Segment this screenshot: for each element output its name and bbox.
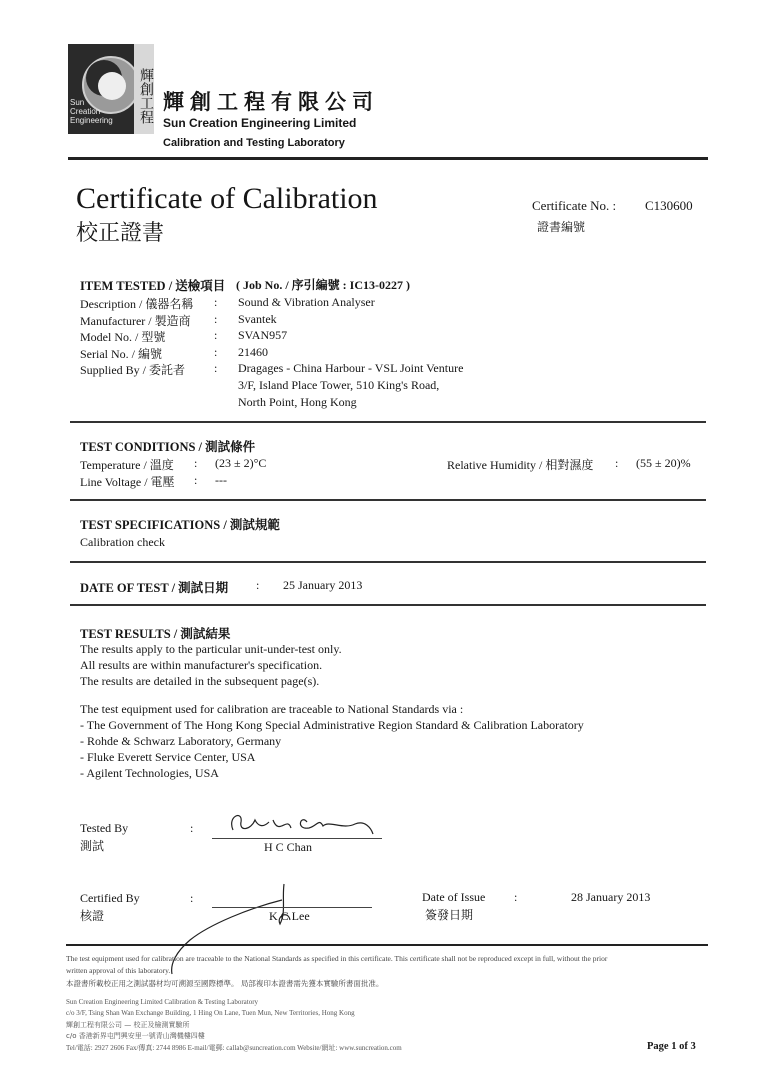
traceable-intro: The test equipment used for calibration are traceable to National Standards via : bbox=[80, 702, 464, 716]
footer-contact: Tel/電話: 2927 2606 Fax/傳真: 2744 8986 E-mail/電郵: callab@suncreation.com Website/網址: www.suncreation.com bbox=[66, 1044, 402, 1052]
section-divider bbox=[70, 421, 706, 423]
certificate-no-label-cn: 證書編號 bbox=[537, 220, 586, 234]
item-tested-heading: ITEM TESTED / 送檢項目 bbox=[80, 279, 226, 293]
lab-name: Calibration and Testing Laboratory bbox=[163, 137, 345, 149]
description-label: Description / 儀器名稱 bbox=[80, 297, 194, 311]
humidity-value: (55 ± 20)% bbox=[636, 456, 691, 470]
date-of-issue-label-cn: 簽發日期 bbox=[425, 908, 474, 922]
manufacturer-value: Svantek bbox=[238, 312, 277, 326]
footer-disclaimer-cn: 本證書所載校正用之測試器材均可溯源至國際標準。 局部複印本證書需先獲本實驗所書面批准。 bbox=[66, 979, 384, 988]
description-value: Sound & Vibration Analyser bbox=[238, 295, 375, 309]
date-of-issue-value: 28 January 2013 bbox=[571, 890, 651, 904]
footer-lab: Sun Creation Engineering Limited Calibration & Testing Laboratory bbox=[66, 998, 259, 1006]
temperature-label: Temperature / 溫度 bbox=[80, 458, 174, 472]
signature-line bbox=[212, 907, 372, 908]
result-line: All results are within manufacturer's specification. bbox=[80, 658, 323, 672]
section-divider bbox=[70, 499, 706, 501]
serial-value: 21460 bbox=[238, 345, 268, 359]
address-line-1: 3/F, Island Place Tower, 510 King's Road, bbox=[238, 378, 440, 392]
model-label: Model No. / 型號 bbox=[80, 330, 166, 344]
model-value: SVAN957 bbox=[238, 328, 288, 342]
tested-by-name: H C Chan bbox=[264, 840, 312, 854]
traceable-item: - The Government of The Hong Kong Special Administrative Region Standard & Calibration Laboratory bbox=[80, 718, 584, 732]
voltage-value: --- bbox=[215, 473, 227, 487]
footer-address-en: c/o 3/F, Tsing Shan Wan Exchange Building, 1 Hing On Lane, Tuen Mun, New Territories, Hong Kong bbox=[66, 1009, 355, 1017]
footer-address-cn-2: c/o 香港新界屯門興安里一號青山灣機樓四樓 bbox=[66, 1032, 205, 1040]
test-specifications-heading: TEST SPECIFICATIONS / 測試規範 bbox=[80, 518, 280, 532]
certificate-no-label: Certificate No. : bbox=[532, 198, 617, 213]
serial-label: Serial No. / 編號 bbox=[80, 347, 162, 361]
result-line: The results apply to the particular unit-under-test only. bbox=[80, 642, 342, 656]
supplied-by-value: Dragages - China Harbour - VSL Joint Venture bbox=[238, 361, 464, 375]
tested-by-label-cn: 測試 bbox=[80, 839, 105, 853]
date-of-issue-label: Date of Issue bbox=[422, 890, 486, 904]
voltage-label: Line Voltage / 電壓 bbox=[80, 475, 175, 489]
company-name-cn: 輝創工程有限公司 bbox=[163, 90, 379, 114]
company-name-en: Sun Creation Engineering Limited bbox=[163, 116, 357, 130]
footer-disclaimer-2: written approval of this laboratory. bbox=[66, 966, 171, 975]
header-divider bbox=[68, 157, 708, 160]
page-number: Page 1 of 3 bbox=[647, 1041, 696, 1052]
job-no: ( Job No. / 序引編號 : IC13-0227 ) bbox=[236, 278, 410, 292]
traceable-item: - Rohde & Schwarz Laboratory, Germany bbox=[80, 734, 282, 748]
footer-disclaimer: The test equipment used for calibration are traceable to the National Standards as specified in this certificate. This certificate shall not be reproduced except in full, without the prior bbox=[66, 954, 608, 963]
certificate-title: Certificate of Calibration bbox=[76, 182, 378, 215]
footer-divider bbox=[66, 944, 708, 946]
company-logo bbox=[68, 44, 154, 134]
certified-by-name: K C Lee bbox=[269, 909, 310, 923]
temperature-value: (23 ± 2)°C bbox=[215, 456, 267, 470]
certified-by-label: Certified By bbox=[80, 891, 140, 905]
logo-vertical-text: 輝創工程 bbox=[134, 44, 154, 134]
signature-line bbox=[212, 838, 382, 839]
section-divider bbox=[70, 604, 706, 606]
footer-address-cn-1: 輝創工程有限公司 — 校正及檢測實驗所 bbox=[66, 1021, 190, 1029]
date-of-test-value: 25 January 2013 bbox=[283, 578, 363, 592]
certificate-title-cn: 校正證書 bbox=[76, 221, 165, 246]
test-results-heading: TEST RESULTS / 測試結果 bbox=[80, 627, 231, 641]
traceable-item: - Agilent Technologies, USA bbox=[80, 766, 219, 780]
result-line: The results are detailed in the subsequent page(s). bbox=[80, 674, 320, 688]
test-specifications-value: Calibration check bbox=[80, 535, 165, 549]
date-of-test-heading: DATE OF TEST / 測試日期 bbox=[80, 581, 229, 595]
signature-k-c-lee bbox=[150, 880, 310, 980]
humidity-label: Relative Humidity / 相對濕度 bbox=[447, 458, 594, 472]
manufacturer-label: Manufacturer / 製造商 bbox=[80, 314, 191, 328]
tested-by-label: Tested By bbox=[80, 821, 129, 835]
certified-by-label-cn: 核證 bbox=[80, 909, 105, 923]
section-divider bbox=[70, 561, 706, 563]
certificate-no-value: C130600 bbox=[645, 198, 693, 213]
test-conditions-heading: TEST CONDITIONS / 測試條件 bbox=[80, 440, 256, 454]
supplied-by-label: Supplied By / 委託者 bbox=[80, 363, 186, 377]
traceable-item: - Fluke Everett Service Center, USA bbox=[80, 750, 256, 764]
logo-english-text: Sun Creation Engineering bbox=[70, 98, 113, 125]
address-line-2: North Point, Hong Kong bbox=[238, 395, 357, 409]
